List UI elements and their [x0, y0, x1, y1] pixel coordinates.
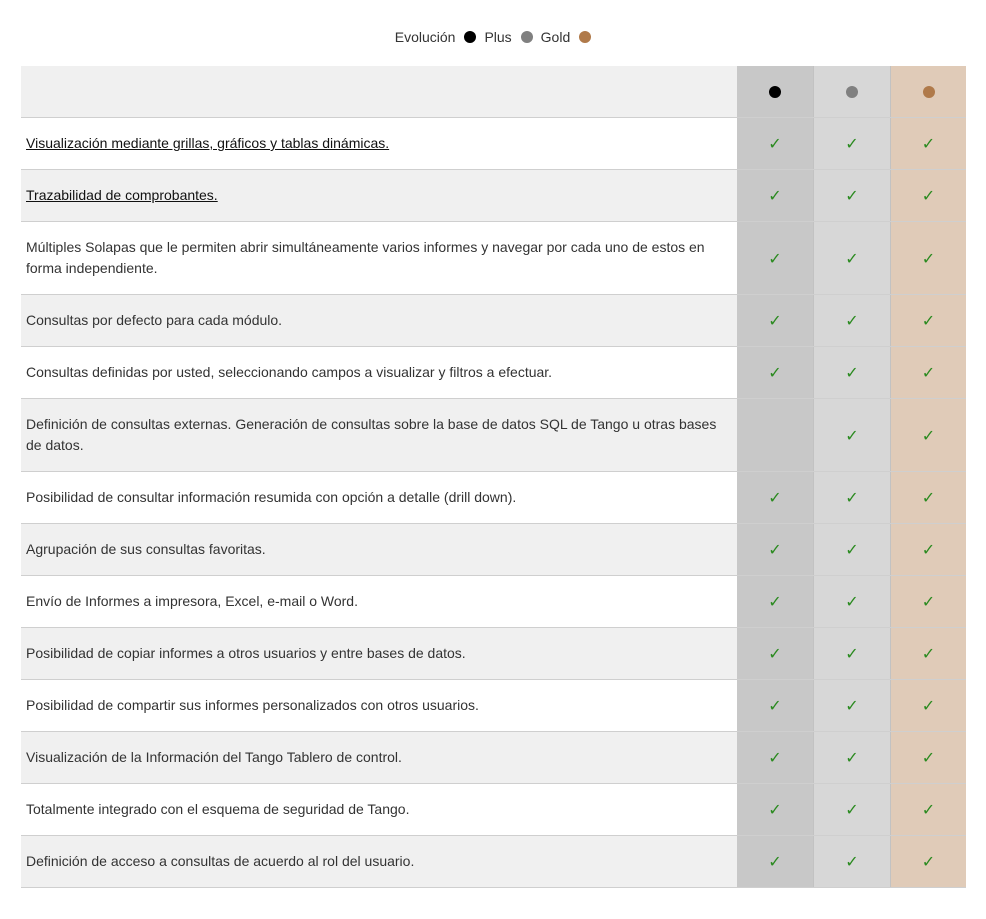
feature-text: Agrupación de sus consultas favoritas.	[26, 541, 266, 557]
checkmark-icon: ✓	[845, 800, 859, 819]
table-row	[21, 836, 966, 888]
checkmark-icon: ✓	[921, 311, 936, 330]
plan-cell-plus	[813, 680, 890, 731]
plan-cell-gold	[890, 836, 966, 887]
feature-cell	[21, 347, 737, 398]
plan-cell-plus	[813, 347, 890, 398]
feature-text: Visualización de la Información del Tango Tablero de control.	[26, 749, 402, 765]
table-row	[21, 732, 966, 784]
plan-cell-evolucion	[737, 347, 813, 398]
feature-cell	[21, 836, 737, 887]
checkmark-icon: ✓	[845, 592, 859, 611]
plan-cell-gold	[890, 628, 966, 679]
plan-cell-gold	[890, 784, 966, 835]
feature-text: Definición de consultas externas. Generación de consultas sobre la base de datos SQL de Tango u otras bases de datos.	[26, 416, 717, 453]
plan-cell-evolucion	[737, 170, 813, 221]
plan-cell-gold	[890, 680, 966, 731]
bronze-dot-icon	[923, 86, 935, 98]
header-gold-cell	[890, 66, 966, 117]
checkmark-icon: ✓	[768, 311, 782, 330]
feature-text: Totalmente integrado con el esquema de seguridad de Tango.	[26, 801, 410, 817]
legend-label-gold: Gold	[540, 29, 571, 45]
header-feature-cell	[21, 66, 737, 117]
plan-cell-plus	[813, 836, 890, 887]
checkmark-icon: ✓	[921, 363, 936, 382]
checkmark-icon: ✓	[921, 425, 936, 445]
checkmark-icon: ✓	[845, 488, 859, 507]
plan-cell-plus	[813, 784, 890, 835]
feature-text: Posibilidad de copiar informes a otros usuarios y entre bases de datos.	[26, 645, 466, 661]
plan-cell-gold	[890, 170, 966, 221]
feature-text: Envío de Informes a impresora, Excel, e-mail o Word.	[26, 593, 358, 609]
checkmark-icon: ✓	[768, 488, 782, 507]
checkmark-icon: ✓	[768, 748, 782, 767]
plan-cell-plus	[813, 222, 890, 294]
checkmark-icon: ✓	[921, 852, 936, 871]
plan-cell-evolucion	[737, 399, 813, 471]
legend-item-gold	[541, 29, 592, 45]
table-row	[21, 784, 966, 836]
plan-cell-evolucion	[737, 784, 813, 835]
checkmark-icon: ✓	[845, 311, 859, 330]
plan-cell-plus	[813, 399, 890, 471]
legend-label-evolucion: Evolución	[394, 29, 456, 45]
plan-cell-evolucion	[737, 222, 813, 294]
plan-cell-evolucion	[737, 836, 813, 887]
plan-cell-evolucion	[737, 295, 813, 346]
checkmark-icon: ✓	[768, 852, 782, 871]
header-evolucion-cell	[737, 66, 813, 117]
checkmark-icon: ✓	[845, 852, 859, 871]
table-row	[21, 628, 966, 680]
checkmark-icon: ✓	[768, 592, 782, 611]
legend-item-plus	[484, 29, 532, 45]
table-header-row	[21, 66, 966, 118]
plan-cell-gold	[890, 295, 966, 346]
plan-cell-evolucion	[737, 732, 813, 783]
legend-label-plus: Plus	[484, 29, 512, 45]
plan-cell-plus	[813, 576, 890, 627]
plan-cell-gold	[890, 576, 966, 627]
plan-cell-plus	[813, 295, 890, 346]
plan-cell-gold	[890, 399, 966, 471]
table-row	[21, 170, 966, 222]
checkmark-icon: ✓	[845, 748, 859, 767]
checkmark-icon: ✓	[845, 425, 859, 445]
checkmark-icon: ✓	[921, 800, 936, 819]
feature-link[interactable]: Visualización mediante grillas, gráficos y tablas dinámicas.	[26, 135, 390, 151]
table-row	[21, 680, 966, 732]
checkmark-icon: ✓	[921, 592, 936, 611]
checkmark-icon: ✓	[845, 248, 859, 268]
checkmark-icon: ✓	[768, 186, 782, 205]
table-row	[21, 118, 966, 170]
checkmark-icon: ✓	[768, 644, 782, 663]
feature-cell	[21, 170, 737, 221]
table-row	[21, 222, 966, 295]
plan-cell-gold	[890, 118, 966, 169]
checkmark-icon: ✓	[768, 363, 782, 382]
checkmark-icon: ✓	[921, 134, 936, 153]
plan-cell-gold	[890, 222, 966, 294]
feature-cell	[21, 399, 737, 471]
feature-cell	[21, 524, 737, 575]
checkmark-icon: ✓	[768, 248, 782, 268]
plan-cell-gold	[890, 347, 966, 398]
plan-cell-evolucion	[737, 576, 813, 627]
plan-cell-evolucion	[737, 680, 813, 731]
checkmark-icon: ✓	[845, 134, 859, 153]
checkmark-icon: ✓	[921, 248, 936, 268]
feature-text: Consultas definidas por usted, seleccionando campos a visualizar y filtros a efectuar.	[26, 364, 553, 380]
header-plus-cell	[813, 66, 890, 117]
checkmark-icon: ✓	[768, 800, 782, 819]
checkmark-icon: ✓	[845, 186, 859, 205]
plan-cell-evolucion	[737, 628, 813, 679]
gray-dot-icon	[521, 31, 533, 43]
table-row	[21, 576, 966, 628]
plan-cell-plus	[813, 628, 890, 679]
feature-text: Posibilidad de compartir sus informes personalizados con otros usuarios.	[26, 697, 479, 713]
feature-cell	[21, 628, 737, 679]
checkmark-icon: ✓	[921, 748, 936, 767]
feature-cell	[21, 576, 737, 627]
checkmark-icon: ✓	[845, 696, 859, 715]
plan-cell-plus	[813, 118, 890, 169]
feature-text: Definición de acceso a consultas de acuerdo al rol del usuario.	[26, 853, 415, 869]
feature-cell	[21, 472, 737, 523]
gray-dot-icon	[846, 86, 858, 98]
table-row	[21, 524, 966, 576]
feature-cell	[21, 784, 737, 835]
plan-legend	[0, 27, 986, 47]
checkmark-icon: ✓	[845, 644, 859, 663]
plan-cell-gold	[890, 524, 966, 575]
legend-item-evolucion	[395, 29, 477, 45]
black-dot-icon	[464, 31, 476, 43]
checkmark-icon: ✓	[768, 134, 782, 153]
plan-cell-plus	[813, 472, 890, 523]
feature-cell	[21, 118, 737, 169]
feature-cell	[21, 295, 737, 346]
table-row	[21, 295, 966, 347]
feature-text: Posibilidad de consultar información resumida con opción a detalle (drill down).	[26, 489, 517, 505]
plan-cell-plus	[813, 524, 890, 575]
plan-cell-evolucion	[737, 524, 813, 575]
checkmark-icon: ✓	[921, 540, 936, 559]
plan-cell-evolucion	[737, 118, 813, 169]
feature-text: Múltiples Solapas que le permiten abrir simultáneamente varios informes y navegar por cada uno de estos en forma independiente.	[26, 239, 705, 276]
plan-cell-evolucion	[737, 472, 813, 523]
table-row	[21, 347, 966, 399]
feature-cell	[21, 732, 737, 783]
table-row	[21, 472, 966, 524]
checkmark-icon: ✓	[768, 696, 782, 715]
black-dot-icon	[769, 86, 781, 98]
plan-cell-gold	[890, 472, 966, 523]
feature-comparison-table	[21, 66, 966, 888]
feature-text: Consultas por defecto para cada módulo.	[26, 312, 283, 328]
feature-cell	[21, 680, 737, 731]
feature-link[interactable]: Trazabilidad de comprobantes.	[26, 187, 218, 203]
table-row	[21, 399, 966, 472]
checkmark-icon: ✓	[921, 696, 936, 715]
checkmark-icon: ✓	[845, 540, 859, 559]
checkmark-icon: ✓	[768, 540, 782, 559]
plan-cell-gold	[890, 732, 966, 783]
plan-cell-plus	[813, 170, 890, 221]
checkmark-icon: ✓	[845, 363, 859, 382]
bronze-dot-icon	[579, 31, 591, 43]
plan-cell-plus	[813, 732, 890, 783]
feature-cell	[21, 222, 737, 294]
checkmark-icon: ✓	[921, 644, 936, 663]
checkmark-icon: ✓	[921, 186, 936, 205]
checkmark-icon: ✓	[921, 488, 936, 507]
